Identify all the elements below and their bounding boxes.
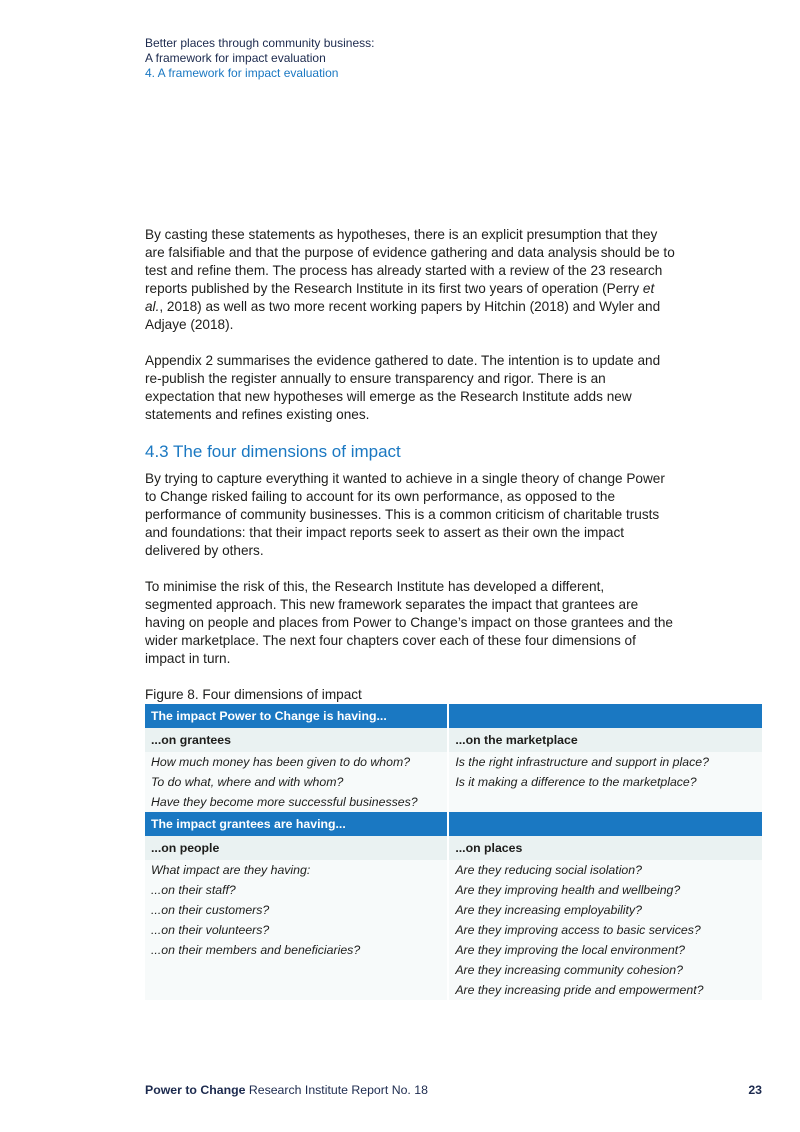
question-line: How much money has been given to do whom? xyxy=(151,755,411,769)
page-footer xyxy=(145,1083,762,1097)
table-subheader-row xyxy=(145,728,762,752)
section-header-blank xyxy=(447,704,762,728)
question-line: ...on their staff? xyxy=(151,883,236,897)
table-subheader-row xyxy=(145,836,762,860)
question-line: Are they increasing pride and empowerment? xyxy=(455,983,704,997)
question-line: Are they increasing employability? xyxy=(455,903,642,917)
page-number: 23 xyxy=(748,1083,762,1097)
paragraph-hypotheses-part2: , 2018) as well as two more recent working papers by Hitchin (2018) and Wyler and Adjaye (2018). xyxy=(145,299,661,332)
question-line: Are they increasing community cohesion? xyxy=(455,963,683,977)
paragraph-hypotheses-part1: By casting these statements as hypotheses, there is an explicit presumption that they are falsifiable and that the purpose of evidence gathering and data analysis should be to test and refine them. The process has already started with a review of the 23 research reports published by the Research Institute in its first two years of operation (Perry xyxy=(145,227,675,296)
question-line: Are they improving health and wellbeing? xyxy=(455,883,681,897)
main-text xyxy=(145,226,675,708)
header-title-line1: Better places through community business: xyxy=(145,36,375,50)
running-header xyxy=(145,36,374,81)
questions-places xyxy=(447,860,762,1000)
question-line: Are they improving the local environment? xyxy=(455,943,685,957)
question-line: ...on their members and beneficiaries? xyxy=(151,943,361,957)
question-line: ...on their customers? xyxy=(151,903,270,917)
citation-et-al: et al. xyxy=(145,281,655,314)
question-line: Is it making a difference to the marketplace? xyxy=(455,775,697,789)
subheader-marketplace: ...on the marketplace xyxy=(447,728,762,752)
question-line: To do what, where and with whom? xyxy=(151,775,344,789)
paragraph-hypotheses xyxy=(145,226,675,334)
four-dimensions-table xyxy=(145,704,762,1000)
figure-caption: Figure 8. Four dimensions of impact xyxy=(145,687,362,702)
header-title-line2: A framework for impact evaluation xyxy=(145,51,326,65)
table-questions-row xyxy=(145,860,762,1000)
paragraph-segmented-approach: To minimise the risk of this, the Research Institute has developed a different, segmented approach. This new framework separates the impact that grantees are having on people and places from Power to Change’s impact on those grantees and the wider marketplace. The next four chapters cover each of these four dimensions of impact in turn. xyxy=(145,579,673,666)
questions-marketplace xyxy=(447,752,762,812)
table-section-header xyxy=(145,704,762,728)
subheader-places: ...on places xyxy=(447,836,762,860)
section-header-blank xyxy=(447,812,762,836)
question-line: What impact are they having: xyxy=(151,863,311,877)
paragraph-appendix: Appendix 2 summarises the evidence gathered to date. The intention is to update and re-publish the register annually to ensure transparency and rigor. There is an expectation that new hypotheses will emerge as the Research Institute adds new statements and refines existing ones. xyxy=(145,353,661,422)
questions-grantees xyxy=(145,752,447,812)
header-chapter: 4. A framework for impact evaluation xyxy=(145,66,339,80)
questions-people xyxy=(145,860,447,1000)
section-header-grantees: The impact grantees are having... xyxy=(145,812,447,836)
question-line: ...on their volunteers? xyxy=(151,923,270,937)
subheader-grantees: ...on grantees xyxy=(145,728,447,752)
table-questions-row xyxy=(145,752,762,812)
subheader-people: ...on people xyxy=(145,836,447,860)
section-header-power-to-change: The impact Power to Change is having... xyxy=(145,704,447,728)
question-line: Are they reducing social isolation? xyxy=(455,863,642,877)
footer-brand: Power to Change xyxy=(145,1083,246,1097)
paragraph-theory-of-change: By trying to capture everything it wanted to achieve in a single theory of change Power to Change risked failing to account for its own performance, as opposed to the performance of community businesses. This is a common criticism of charitable trusts and foundations: that their impact reports seek to assert as their own the impact delivered by others. xyxy=(145,471,665,558)
section-heading: 4.3 The four dimensions of impact xyxy=(145,442,401,461)
question-line: Are they improving access to basic services? xyxy=(455,923,701,937)
question-line: Is the right infrastructure and support in place? xyxy=(455,755,709,769)
table-section-header xyxy=(145,812,762,836)
question-line: Have they become more successful businesses? xyxy=(151,795,418,809)
footer-report-title: Research Institute Report No. 18 xyxy=(245,1083,428,1097)
